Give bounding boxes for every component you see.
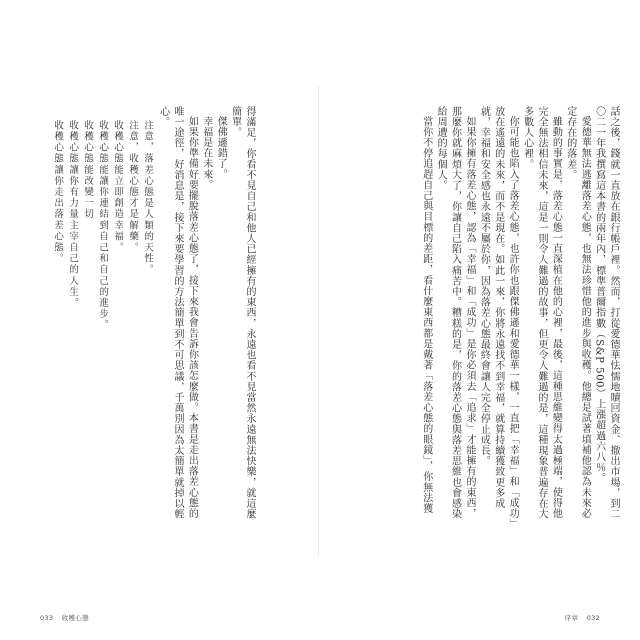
body-paragraph: 如果你準備好要擺脫落差心態了，接下來我會告訴你該怎麼做。本書是走出落差心態的唯一途徑，好消息是，接下來要學習的方法簡單到不可思議，千萬別因為太簡單就掉以輕心。 [157,106,198,520]
poem-line: 注意，收穫心態才是解藥。 [127,120,139,254]
gutter-divider [318,86,319,556]
poem-block [50,106,155,526]
body-paragraph: 你可能也陷入了落差心態，也許你也跟傑佛遜和愛德華一樣，一直把「幸福」和「成功」放在遙遠的未來，而不是現在。如此一來，你將永遠找不到幸福，就算持續獲致更多成就，幸福和安全感也永遠不屬於你，因為落差心態最終會讓人完全停止成長。 [478,106,519,525]
body-paragraph: 話之後，錢就一直放在銀行帳戶裡。然而，打從愛德華怯懦地贖回資金、撤出市場，到二〇二一年我撰寫這本書的兩年內，標準普爾指數（S&P 500）上漲超過六八％。 [593,106,619,520]
right-page-text [358,106,620,526]
left-page [2,86,314,622]
right-page [326,86,638,622]
poem-line: 收穫心態能立即創造幸福。 [112,120,124,254]
right-folio [562,613,603,622]
body-paragraph: 幸福是在未來。 [200,116,212,191]
body-paragraph: 得滿足，你看不見自己和他人已經擁有的東西，永遠也看不見當然永遠無法快樂，就這麼簡單。 [229,106,255,520]
poem-line: 注意，落差心態是人類的天性。 [142,120,154,276]
left-folio [37,613,92,622]
body-paragraph: 傑佛遜錯了。 [215,116,227,180]
body-paragraph: 當你不停追趕自己與目標的差距，看什麼東西都是戴著「落差心態的眼鏡」，你無法獲 [420,116,432,514]
poem-line: 收穫心態能改變一切 [82,120,94,221]
poem-line: 收穫心態讓你有力量主宰自己的人生。 [67,120,79,309]
page-number: 032 [586,614,600,622]
left-page-text [6,106,256,526]
running-title: 序章 [564,614,579,622]
running-title: 收穫心態 [61,614,89,622]
body-paragraph: 如果你擁有落差心態，認為「幸福」和「成功」是你必須去「追求」才能擁有的東西，那麼你就麻煩大了，你讓自己陷入痛苦中。糟糕的是，你的落差心態與落差思維也會感染給周遭的每個人。 [435,106,475,520]
body-paragraph: 雖動的事實是，落差心態一直深植在他的心裡，最後，這種思維變得太過極端，使得他完全無法相信未來，這是一則令人難過的故事，但更令人難過的是，這種現象普遍存在大多數人心裡。 [521,106,562,520]
poem-line: 收穫心態能讓你連結到自己和自己的進步。 [97,120,109,332]
page-number: 033 [40,614,54,622]
body-paragraph: 愛德華無法逃離落差心態，也無法珍惜他的進步與收穫。他總是試著填補他認為未來必定存在的落差。 [564,106,591,519]
poem-line: 收穫心態讓你走出落差心態。 [52,120,64,265]
